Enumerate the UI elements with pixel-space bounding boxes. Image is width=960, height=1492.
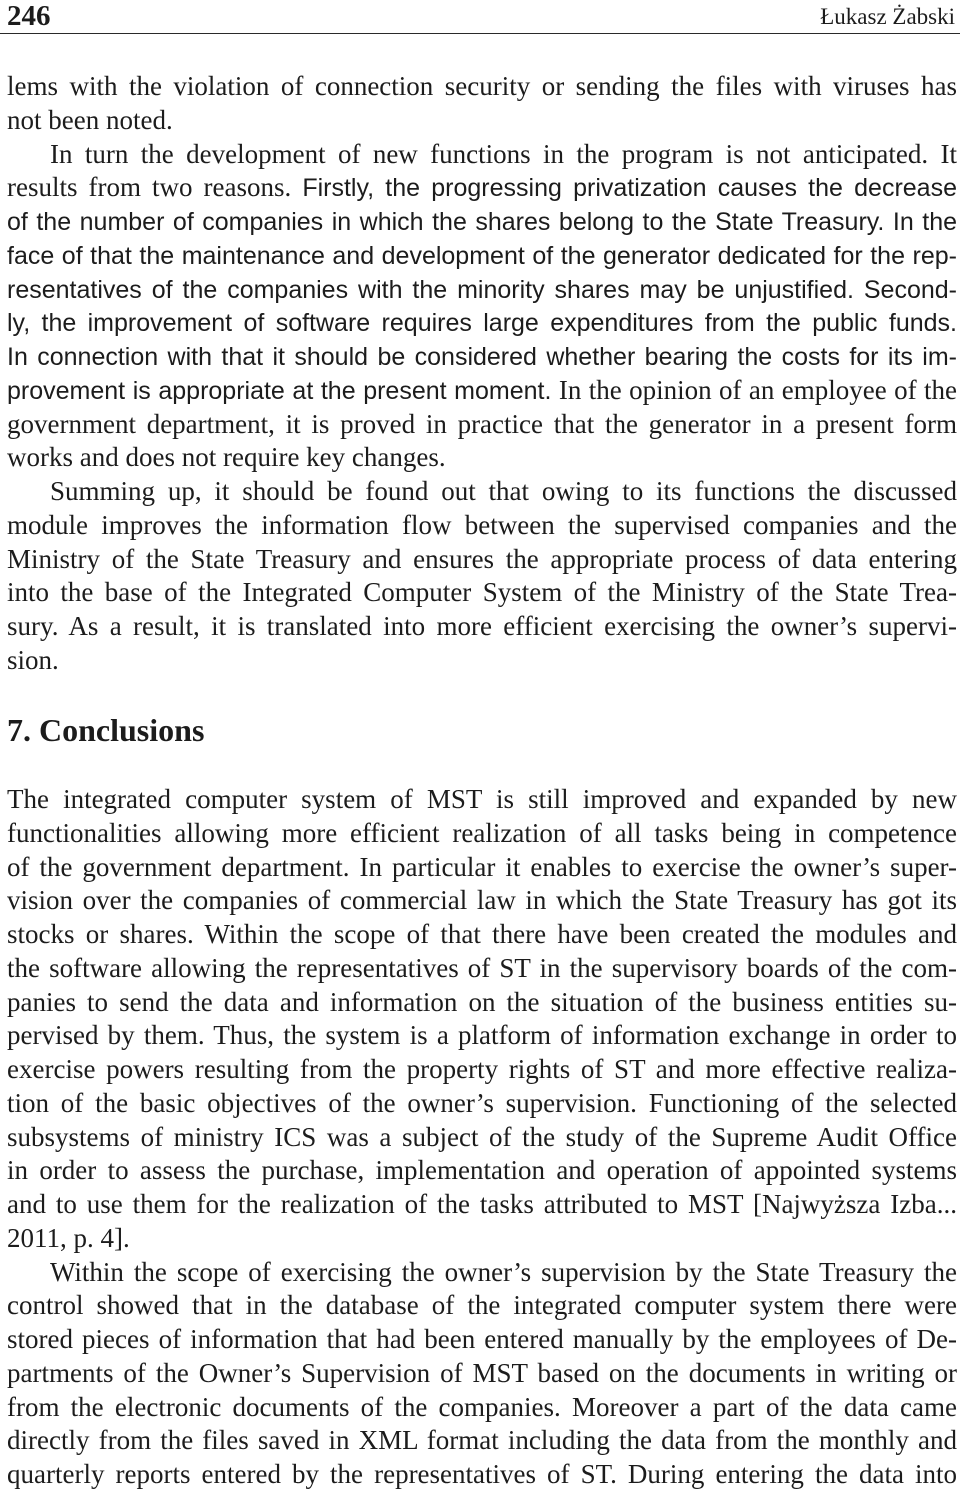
text-line (7, 306, 957, 340)
line-text: sion. (7, 644, 59, 675)
line-segment: In the opinion of an employee of the (558, 374, 957, 405)
text-line (7, 918, 957, 952)
text-line (7, 576, 957, 610)
text-line (7, 644, 957, 678)
text-line (7, 851, 957, 885)
text-line (7, 509, 957, 543)
line-text: stored pieces of information that had been entered manually by the employees of De- (7, 1324, 957, 1354)
text-line (7, 408, 957, 442)
text-line (7, 1019, 957, 1053)
line-text: Ministry of the State Treasury and ensures the appropriate process of data entering (7, 543, 957, 574)
line-text: vision over the companies of commercial law in which the State Treasury has got its (7, 885, 957, 916)
line-text (7, 171, 957, 205)
paragraph (7, 1256, 957, 1492)
line-text: The integrated computer system of MST is still improved and expanded by new (7, 784, 957, 814)
text-line (7, 104, 957, 138)
text-line (7, 1053, 957, 1087)
line-text: quarterly reports entered by the representatives of ST. During entering the data into (7, 1459, 957, 1489)
text-line (7, 1121, 957, 1155)
text-line (7, 205, 957, 239)
text-line (7, 817, 957, 851)
text-line (7, 1323, 957, 1357)
line-text: In turn the development of new functions in the program is not anticipated. It (50, 138, 957, 169)
line-text: Within the scope of exercising the owner’s supervision by the State Treasury the (50, 1256, 957, 1287)
text-line (7, 543, 957, 577)
text-line (7, 1289, 957, 1323)
running-header (0, 0, 960, 34)
text-line (7, 1087, 957, 1121)
line-text: lems with the violation of connection security or sending the files with viruses has (7, 71, 957, 101)
line-text: not been noted. (7, 104, 173, 135)
line-text: In connection with that it should be considered whether bearing the costs for its im- (7, 343, 957, 371)
text-line (7, 884, 957, 918)
text-line (7, 1424, 957, 1458)
text-line (7, 441, 957, 475)
section-body-text (7, 783, 957, 1492)
line-text: partments of the Owner’s Supervision of MST based on the documents in writing or (7, 1357, 957, 1388)
line-text: of the government department. In particular it enables to exercise the owner’s super- (7, 851, 957, 882)
text-line (7, 1357, 957, 1391)
line-segment: Firstly, the progressing privatization causes the decrease (302, 174, 957, 203)
running-head-author: Łukasz Żabski (820, 4, 955, 29)
section-heading: 7. Conclusions (7, 712, 205, 748)
line-text: pervised by them. Thus, the system is a platform of information exchange in order to (7, 1020, 957, 1051)
line-text: subsystems of ministry ICS was a subject of the study of the Supreme Audit Office (7, 1121, 957, 1152)
line-text: of the number of companies in which the shares belong to the State Treasury. In the (7, 208, 957, 236)
text-line (7, 273, 957, 307)
line-text: the software allowing the representatives of ST in the supervisory boards of the com- (7, 952, 957, 983)
line-text: in order to assess the purchase, implementation and operation of appointed systems (7, 1155, 957, 1186)
text-line (7, 1154, 957, 1188)
text-line (7, 374, 957, 408)
text-line (7, 475, 957, 509)
line-text: and to use them for the realization of the tasks attributed to MST [Najwyższa Izba... (7, 1189, 957, 1219)
line-text: exercise powers resulting from the property rights of ST and more effective realiza- (7, 1054, 957, 1084)
line-text: control showed that in the database of the integrated computer system there were (7, 1290, 957, 1321)
text-line (7, 70, 957, 104)
line-text: 2011, p. 4]. (7, 1222, 130, 1253)
line-text: ly, the improvement of software requires large expenditures from the public funds. (7, 309, 957, 338)
line-text: stocks or shares. Within the scope of that there have been created the modules and (7, 919, 957, 949)
text-line (7, 1256, 957, 1290)
line-text: works and does not require key changes. (7, 442, 446, 473)
text-line (7, 1188, 957, 1222)
line-text: functionalities allowing more efficient realization of all tasks being in competence (7, 817, 957, 848)
text-line (7, 952, 957, 986)
text-line (7, 1391, 957, 1425)
paragraph (7, 475, 957, 678)
paragraph (7, 138, 957, 476)
line-text: panies to send the data and information on the situation of the business entities su- (7, 986, 957, 1017)
text-line (7, 1222, 957, 1256)
line-text: directly from the files saved in XML format including the data from the monthly and (7, 1425, 957, 1456)
paragraph (7, 70, 957, 138)
text-line (7, 610, 957, 644)
line-text: from the electronic documents of the companies. Moreover a part of the data came (7, 1391, 957, 1422)
body-text (7, 70, 957, 678)
line-text: into the base of the Integrated Computer System of the Ministry of the State Trea- (7, 577, 957, 608)
line-text: resentatives of the companies with the minority shares may be unjustified. Second- (7, 275, 957, 304)
line-text: face of that the maintenance and development of the generator dedicated for the rep- (7, 241, 957, 270)
line-segment: results from two reasons. (7, 172, 292, 203)
text-line (7, 986, 957, 1020)
text-line (7, 239, 957, 273)
line-text (7, 374, 957, 408)
text-line (7, 171, 957, 205)
line-text: Summing up, it should be found out that owing to its functions the discussed (50, 476, 957, 506)
line-segment: provement is appropriate at the present moment. (7, 376, 552, 405)
line-text: government department, it is proved in practice that the generator in a present form (7, 408, 957, 439)
page-number: 246 (7, 0, 51, 32)
text-line (7, 340, 957, 374)
line-text: sury. As a result, it is translated into more efficient exercising the owner’s supervi- (7, 611, 957, 641)
line-text: module improves the information flow between the supervised companies and the (7, 509, 957, 540)
paragraph (7, 783, 957, 1256)
line-text: tion of the basic objectives of the owner’s supervision. Functioning of the selected (7, 1087, 957, 1118)
text-line (7, 1458, 957, 1492)
text-line (7, 138, 957, 172)
text-line (7, 783, 957, 817)
